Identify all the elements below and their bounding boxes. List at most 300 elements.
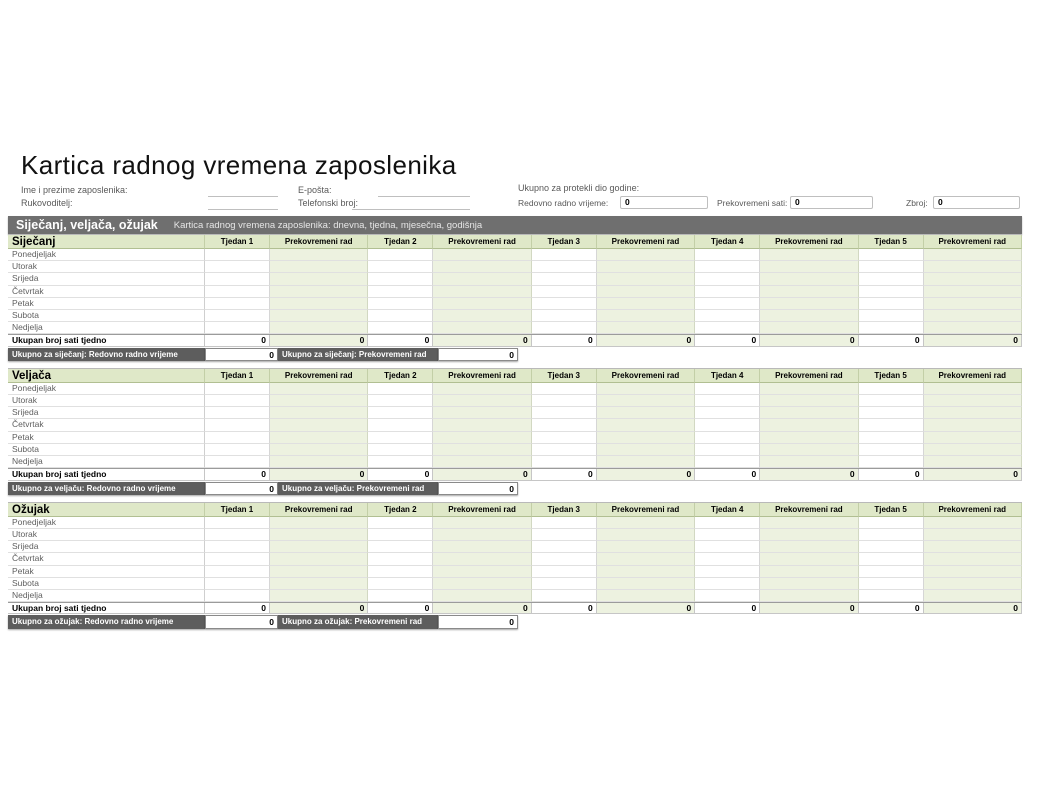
time-entry-cell[interactable] <box>760 407 858 419</box>
day-row <box>8 322 1022 334</box>
time-entry-cell[interactable] <box>270 286 368 298</box>
day-label: Nedjelja <box>8 590 205 602</box>
time-entry-cell[interactable] <box>205 517 270 529</box>
time-entry-cell[interactable] <box>433 395 531 407</box>
time-entry-cell[interactable] <box>368 249 433 261</box>
time-entry-cell[interactable] <box>597 456 695 468</box>
overtime-header: Prekovremeni rad <box>760 235 858 249</box>
time-entry-cell[interactable] <box>924 261 1022 273</box>
time-entry-cell[interactable] <box>597 444 695 456</box>
overtime-header: Prekovremeni rad <box>924 503 1022 517</box>
time-entry-cell[interactable] <box>859 261 924 273</box>
month-header-row <box>8 502 1022 517</box>
page-title: Kartica radnog vremena zaposlenika <box>21 150 457 180</box>
time-entry-cell[interactable] <box>695 517 760 529</box>
time-entry-cell[interactable] <box>270 517 368 529</box>
time-entry-cell[interactable] <box>368 590 433 602</box>
time-entry-cell[interactable] <box>270 407 368 419</box>
time-entry-cell[interactable] <box>532 310 597 322</box>
manager-label: Rukovoditelj: <box>21 198 73 208</box>
time-entry-cell[interactable] <box>368 553 433 565</box>
time-entry-cell[interactable] <box>597 541 695 553</box>
time-entry-cell[interactable] <box>859 590 924 602</box>
week-header: Tjedan 1 <box>205 503 270 517</box>
time-entry-cell[interactable] <box>532 249 597 261</box>
weekly-total-value: 0 <box>695 335 760 346</box>
time-entry-cell[interactable] <box>924 578 1022 590</box>
week-header: Tjedan 5 <box>859 369 924 383</box>
time-entry-cell[interactable] <box>924 566 1022 578</box>
time-entry-cell[interactable] <box>532 517 597 529</box>
time-entry-cell[interactable] <box>205 444 270 456</box>
time-entry-cell[interactable] <box>368 383 433 395</box>
time-entry-cell[interactable] <box>205 590 270 602</box>
time-entry-cell[interactable] <box>695 395 760 407</box>
time-entry-cell[interactable] <box>532 456 597 468</box>
day-row <box>8 444 1022 456</box>
time-entry-cell[interactable] <box>270 273 368 285</box>
time-entry-cell[interactable] <box>760 456 858 468</box>
time-entry-cell[interactable] <box>368 517 433 529</box>
time-entry-cell[interactable] <box>597 383 695 395</box>
time-entry-cell[interactable] <box>695 566 760 578</box>
time-entry-cell[interactable] <box>859 529 924 541</box>
ytd-regular-value[interactable]: 0 <box>620 196 708 209</box>
time-entry-cell[interactable] <box>695 322 760 334</box>
time-entry-cell[interactable] <box>433 432 531 444</box>
time-entry-cell[interactable] <box>532 383 597 395</box>
day-row <box>8 578 1022 590</box>
time-entry-cell[interactable] <box>760 432 858 444</box>
time-entry-cell[interactable] <box>695 529 760 541</box>
time-entry-cell[interactable] <box>695 249 760 261</box>
time-entry-cell[interactable] <box>924 322 1022 334</box>
time-entry-cell[interactable] <box>859 432 924 444</box>
time-entry-cell[interactable] <box>859 553 924 565</box>
time-entry-cell[interactable] <box>859 322 924 334</box>
time-entry-cell[interactable] <box>924 407 1022 419</box>
time-entry-cell[interactable] <box>695 273 760 285</box>
time-entry-cell[interactable] <box>205 383 270 395</box>
time-entry-cell[interactable] <box>270 419 368 431</box>
ytd-sum-value[interactable]: 0 <box>933 196 1020 209</box>
weekly-total-value: 0 <box>205 335 270 346</box>
day-label: Petak <box>8 298 205 310</box>
time-entry-cell[interactable] <box>270 566 368 578</box>
time-entry-cell[interactable] <box>433 444 531 456</box>
time-entry-cell[interactable] <box>924 517 1022 529</box>
weekly-total-value: 0 <box>859 469 924 480</box>
time-entry-cell[interactable] <box>532 432 597 444</box>
time-entry-cell[interactable] <box>760 590 858 602</box>
time-entry-cell[interactable] <box>368 322 433 334</box>
time-entry-cell[interactable] <box>760 383 858 395</box>
time-entry-cell[interactable] <box>760 273 858 285</box>
week-header: Tjedan 5 <box>859 503 924 517</box>
time-entry-cell[interactable] <box>760 553 858 565</box>
time-entry-cell[interactable] <box>859 249 924 261</box>
time-entry-cell[interactable] <box>760 566 858 578</box>
time-entry-cell[interactable] <box>924 590 1022 602</box>
weekly-total-row <box>8 468 1022 480</box>
day-label: Četvrtak <box>8 286 205 298</box>
time-entry-cell[interactable] <box>924 456 1022 468</box>
time-entry-cell[interactable] <box>433 553 531 565</box>
time-entry-cell[interactable] <box>760 249 858 261</box>
time-entry-cell[interactable] <box>760 444 858 456</box>
time-entry-cell[interactable] <box>924 529 1022 541</box>
summary-overtime-value: 0 <box>438 348 518 361</box>
day-row <box>8 541 1022 553</box>
time-entry-cell[interactable] <box>760 395 858 407</box>
time-entry-cell[interactable] <box>859 517 924 529</box>
time-entry-cell[interactable] <box>532 566 597 578</box>
time-entry-cell[interactable] <box>859 383 924 395</box>
time-entry-cell[interactable] <box>924 444 1022 456</box>
time-entry-cell[interactable] <box>433 419 531 431</box>
time-entry-cell[interactable] <box>270 395 368 407</box>
time-entry-cell[interactable] <box>532 419 597 431</box>
weekly-total-value: 0 <box>205 603 270 614</box>
summary-overtime-value: 0 <box>438 615 518 628</box>
time-entry-cell[interactable] <box>433 261 531 273</box>
email-input[interactable] <box>378 186 470 197</box>
day-row <box>8 310 1022 322</box>
week-header: Tjedan 1 <box>205 369 270 383</box>
time-entry-cell[interactable] <box>695 432 760 444</box>
time-entry-cell[interactable] <box>924 298 1022 310</box>
time-entry-cell[interactable] <box>859 444 924 456</box>
time-entry-cell[interactable] <box>695 578 760 590</box>
time-entry-cell[interactable] <box>695 286 760 298</box>
time-entry-cell[interactable] <box>532 578 597 590</box>
manager-input[interactable] <box>208 199 278 210</box>
employee-name-input[interactable] <box>208 186 278 197</box>
overtime-header: Prekovremeni rad <box>433 235 531 249</box>
day-row <box>8 456 1022 468</box>
time-entry-cell[interactable] <box>270 444 368 456</box>
day-label: Subota <box>8 310 205 322</box>
time-entry-cell[interactable] <box>532 529 597 541</box>
time-entry-cell[interactable] <box>433 456 531 468</box>
time-entry-cell[interactable] <box>368 407 433 419</box>
time-entry-cell[interactable] <box>205 456 270 468</box>
time-entry-cell[interactable] <box>597 553 695 565</box>
time-entry-cell[interactable] <box>695 590 760 602</box>
time-entry-cell[interactable] <box>433 383 531 395</box>
overtime-header: Prekovremeni rad <box>270 369 368 383</box>
weekly-total-value: 0 <box>433 603 531 614</box>
time-entry-cell[interactable] <box>368 541 433 553</box>
week-header: Tjedan 4 <box>695 235 760 249</box>
time-entry-cell[interactable] <box>433 273 531 285</box>
weekly-total-value: 0 <box>597 469 695 480</box>
time-entry-cell[interactable] <box>760 298 858 310</box>
time-entry-cell[interactable] <box>532 541 597 553</box>
time-entry-cell[interactable] <box>924 273 1022 285</box>
time-entry-cell[interactable] <box>532 298 597 310</box>
time-entry-cell[interactable] <box>859 456 924 468</box>
summary-regular-label: Ukupno za ožujak: Redovno radno vrijeme <box>8 615 205 628</box>
time-entry-cell[interactable] <box>859 273 924 285</box>
time-entry-cell[interactable] <box>205 310 270 322</box>
weekly-total-value: 0 <box>368 469 433 480</box>
time-entry-cell[interactable] <box>532 553 597 565</box>
time-entry-cell[interactable] <box>368 261 433 273</box>
time-entry-cell[interactable] <box>433 590 531 602</box>
time-entry-cell[interactable] <box>597 578 695 590</box>
time-entry-cell[interactable] <box>695 407 760 419</box>
weekly-total-value: 0 <box>532 469 597 480</box>
weekly-total-row <box>8 602 1022 614</box>
time-entry-cell[interactable] <box>368 578 433 590</box>
time-entry-cell[interactable] <box>695 541 760 553</box>
time-entry-cell[interactable] <box>532 261 597 273</box>
time-entry-cell[interactable] <box>270 590 368 602</box>
employee-name-label: Ime i prezime zaposlenika: <box>21 185 128 195</box>
banner-subtitle: Kartica radnog vremena zaposlenika: dnevna, tjedna, mjesečna, godišnja <box>173 219 483 231</box>
time-entry-cell[interactable] <box>695 553 760 565</box>
time-entry-cell[interactable] <box>695 444 760 456</box>
time-entry-cell[interactable] <box>597 407 695 419</box>
time-entry-cell[interactable] <box>205 407 270 419</box>
time-entry-cell[interactable] <box>924 395 1022 407</box>
week-header: Tjedan 1 <box>205 235 270 249</box>
time-entry-cell[interactable] <box>368 432 433 444</box>
time-entry-cell[interactable] <box>695 298 760 310</box>
phone-input[interactable] <box>352 199 470 210</box>
time-entry-cell[interactable] <box>368 566 433 578</box>
time-entry-cell[interactable] <box>597 529 695 541</box>
time-entry-cell[interactable] <box>597 419 695 431</box>
ytd-overtime-label: Prekovremeni sati: <box>717 198 788 208</box>
day-label: Petak <box>8 566 205 578</box>
time-entry-cell[interactable] <box>859 286 924 298</box>
time-entry-cell[interactable] <box>597 590 695 602</box>
time-entry-cell[interactable] <box>433 286 531 298</box>
time-entry-cell[interactable] <box>859 407 924 419</box>
time-entry-cell[interactable] <box>597 395 695 407</box>
time-entry-cell[interactable] <box>433 322 531 334</box>
weekly-total-value: 0 <box>270 335 368 346</box>
month-section-3 <box>8 502 1022 629</box>
time-entry-cell[interactable] <box>270 456 368 468</box>
time-entry-cell[interactable] <box>205 432 270 444</box>
day-label: Subota <box>8 578 205 590</box>
time-entry-cell[interactable] <box>532 590 597 602</box>
day-row <box>8 298 1022 310</box>
time-entry-cell[interactable] <box>532 407 597 419</box>
time-entry-cell[interactable] <box>433 529 531 541</box>
time-entry-cell[interactable] <box>760 578 858 590</box>
time-entry-cell[interactable] <box>270 383 368 395</box>
phone-label: Telefonski broj: <box>298 198 359 208</box>
time-entry-cell[interactable] <box>859 419 924 431</box>
week-header: Tjedan 3 <box>532 369 597 383</box>
time-entry-cell[interactable] <box>924 286 1022 298</box>
time-entry-cell[interactable] <box>924 383 1022 395</box>
ytd-heading: Ukupno za protekli dio godine: <box>518 183 640 193</box>
summary-overtime-label: Ukupno za ožujak: Prekovremeni rad <box>278 615 438 628</box>
month-section-2 <box>8 368 1022 495</box>
time-entry-cell[interactable] <box>924 541 1022 553</box>
overtime-header: Prekovremeni rad <box>924 369 1022 383</box>
time-entry-cell[interactable] <box>270 310 368 322</box>
day-label: Srijeda <box>8 273 205 285</box>
time-entry-cell[interactable] <box>270 322 368 334</box>
time-entry-cell[interactable] <box>532 444 597 456</box>
time-entry-cell[interactable] <box>270 553 368 565</box>
day-label: Subota <box>8 444 205 456</box>
week-header: Tjedan 4 <box>695 369 760 383</box>
time-entry-cell[interactable] <box>532 273 597 285</box>
time-entry-cell[interactable] <box>270 432 368 444</box>
time-entry-cell[interactable] <box>433 407 531 419</box>
time-entry-cell[interactable] <box>532 322 597 334</box>
time-entry-cell[interactable] <box>760 286 858 298</box>
time-entry-cell[interactable] <box>924 310 1022 322</box>
time-entry-cell[interactable] <box>859 298 924 310</box>
weekly-total-value: 0 <box>924 469 1022 480</box>
time-entry-cell[interactable] <box>695 261 760 273</box>
day-label: Srijeda <box>8 407 205 419</box>
week-header: Tjedan 5 <box>859 235 924 249</box>
overtime-header: Prekovremeni rad <box>597 369 695 383</box>
weekly-total-label: Ukupan broj sati tjedno <box>8 469 205 480</box>
time-entry-cell[interactable] <box>270 578 368 590</box>
time-entry-cell[interactable] <box>760 322 858 334</box>
time-entry-cell[interactable] <box>205 529 270 541</box>
time-entry-cell[interactable] <box>205 273 270 285</box>
quarter-banner <box>8 216 1022 234</box>
time-entry-cell[interactable] <box>532 395 597 407</box>
time-entry-cell[interactable] <box>205 249 270 261</box>
time-entry-cell[interactable] <box>924 432 1022 444</box>
time-entry-cell[interactable] <box>760 261 858 273</box>
time-entry-cell[interactable] <box>597 517 695 529</box>
time-entry-cell[interactable] <box>368 286 433 298</box>
time-entry-cell[interactable] <box>368 298 433 310</box>
time-entry-cell[interactable] <box>270 529 368 541</box>
time-entry-cell[interactable] <box>924 553 1022 565</box>
weekly-total-value: 0 <box>270 469 368 480</box>
summary-overtime-label: Ukupno za veljaču: Prekovremeni rad <box>278 482 438 495</box>
weekly-total-value: 0 <box>532 335 597 346</box>
weekly-total-value: 0 <box>270 603 368 614</box>
time-entry-cell[interactable] <box>368 273 433 285</box>
time-entry-cell[interactable] <box>760 419 858 431</box>
time-entry-cell[interactable] <box>695 383 760 395</box>
day-row <box>8 407 1022 419</box>
time-entry-cell[interactable] <box>695 456 760 468</box>
time-entry-cell[interactable] <box>597 566 695 578</box>
day-label: Nedjelja <box>8 322 205 334</box>
time-entry-cell[interactable] <box>205 261 270 273</box>
time-entry-cell[interactable] <box>205 395 270 407</box>
overtime-header: Prekovremeni rad <box>760 503 858 517</box>
time-entry-cell[interactable] <box>205 541 270 553</box>
time-entry-cell[interactable] <box>205 553 270 565</box>
time-entry-cell[interactable] <box>270 541 368 553</box>
time-entry-cell[interactable] <box>433 566 531 578</box>
time-entry-cell[interactable] <box>760 541 858 553</box>
time-entry-cell[interactable] <box>368 456 433 468</box>
time-entry-cell[interactable] <box>205 566 270 578</box>
time-entry-cell[interactable] <box>695 419 760 431</box>
day-row <box>8 590 1022 602</box>
time-entry-cell[interactable] <box>270 249 368 261</box>
time-entry-cell[interactable] <box>433 578 531 590</box>
time-entry-cell[interactable] <box>859 566 924 578</box>
week-header: Tjedan 3 <box>532 503 597 517</box>
week-header: Tjedan 3 <box>532 235 597 249</box>
weekly-total-value: 0 <box>597 335 695 346</box>
time-entry-cell[interactable] <box>924 419 1022 431</box>
overtime-header: Prekovremeni rad <box>597 503 695 517</box>
time-entry-cell[interactable] <box>597 261 695 273</box>
time-entry-cell[interactable] <box>433 298 531 310</box>
time-entry-cell[interactable] <box>597 432 695 444</box>
day-label: Ponedjeljak <box>8 383 205 395</box>
time-entry-cell[interactable] <box>760 529 858 541</box>
time-entry-cell[interactable] <box>597 298 695 310</box>
time-entry-cell[interactable] <box>597 249 695 261</box>
time-entry-cell[interactable] <box>859 541 924 553</box>
time-entry-cell[interactable] <box>433 310 531 322</box>
month-name: Veljača <box>8 369 205 383</box>
weekly-total-value: 0 <box>859 335 924 346</box>
time-entry-cell[interactable] <box>368 419 433 431</box>
time-entry-cell[interactable] <box>205 286 270 298</box>
weekly-total-value: 0 <box>433 335 531 346</box>
time-entry-cell[interactable] <box>368 395 433 407</box>
time-entry-cell[interactable] <box>205 322 270 334</box>
time-entry-cell[interactable] <box>859 395 924 407</box>
month-summary-row <box>8 348 1022 361</box>
overtime-header: Prekovremeni rad <box>270 503 368 517</box>
time-entry-cell[interactable] <box>368 310 433 322</box>
ytd-overtime-value[interactable]: 0 <box>790 196 873 209</box>
time-entry-cell[interactable] <box>597 322 695 334</box>
time-entry-cell[interactable] <box>597 286 695 298</box>
day-label: Četvrtak <box>8 419 205 431</box>
day-row <box>8 517 1022 529</box>
time-entry-cell[interactable] <box>205 419 270 431</box>
week-header: Tjedan 2 <box>368 235 433 249</box>
time-entry-cell[interactable] <box>597 310 695 322</box>
time-entry-cell[interactable] <box>205 578 270 590</box>
time-entry-cell[interactable] <box>695 310 760 322</box>
time-entry-cell[interactable] <box>760 310 858 322</box>
time-entry-cell[interactable] <box>433 249 531 261</box>
time-entry-cell[interactable] <box>924 249 1022 261</box>
time-entry-cell[interactable] <box>433 541 531 553</box>
time-entry-cell[interactable] <box>270 298 368 310</box>
day-label: Četvrtak <box>8 553 205 565</box>
time-entry-cell[interactable] <box>532 286 597 298</box>
time-entry-cell[interactable] <box>760 517 858 529</box>
time-entry-cell[interactable] <box>368 529 433 541</box>
time-entry-cell[interactable] <box>859 578 924 590</box>
day-row <box>8 529 1022 541</box>
time-entry-cell[interactable] <box>270 261 368 273</box>
time-entry-cell[interactable] <box>368 444 433 456</box>
month-name: Siječanj <box>8 235 205 249</box>
time-entry-cell[interactable] <box>859 310 924 322</box>
time-entry-cell[interactable] <box>205 298 270 310</box>
time-entry-cell[interactable] <box>433 517 531 529</box>
time-entry-cell[interactable] <box>597 273 695 285</box>
